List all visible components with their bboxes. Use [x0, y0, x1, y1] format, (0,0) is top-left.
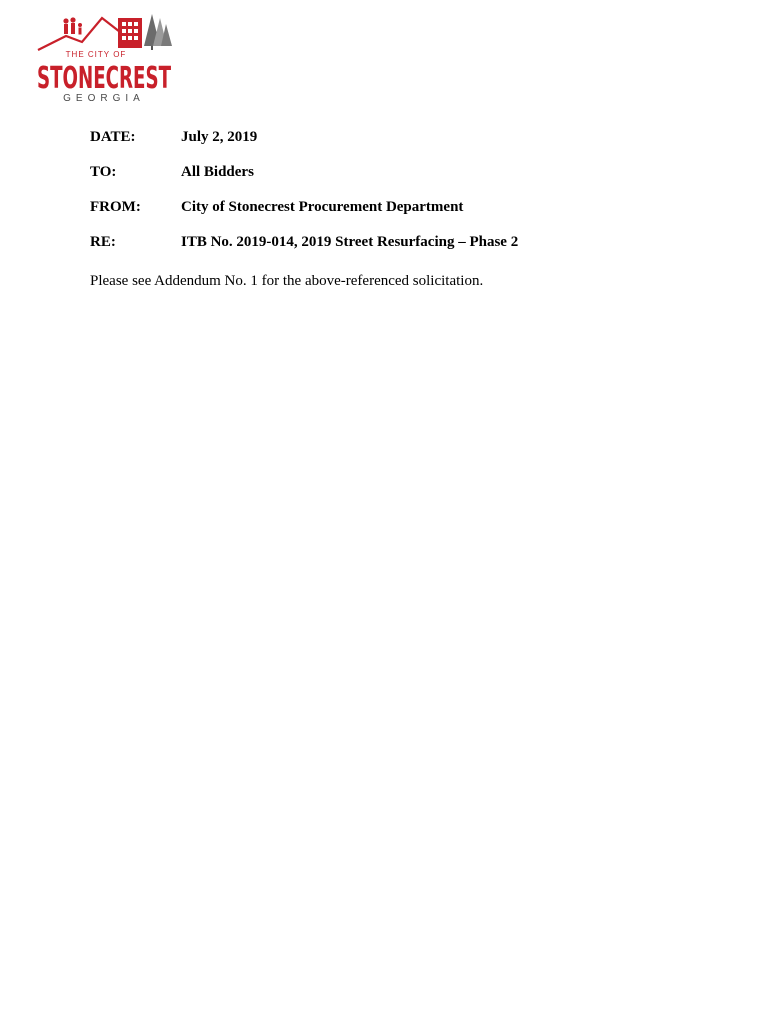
re-label: RE:	[90, 234, 116, 250]
memo-body-text: Please see Addendum No. 1 for the above-referenced solicitation.	[90, 273, 484, 289]
building-icon	[118, 18, 142, 48]
logo-wordmark: STONECREST	[37, 61, 172, 96]
date-label: DATE:	[90, 129, 136, 145]
to-value: All Bidders	[181, 164, 254, 180]
re-value: ITB No. 2019-014, 2019 Street Resurfacing – Phase 2	[181, 234, 519, 250]
memo-row-re	[90, 232, 730, 267]
city-logo	[36, 12, 174, 104]
memo-row-date	[90, 127, 730, 162]
memo-row-from	[90, 197, 730, 232]
to-label: TO:	[90, 164, 117, 180]
memo-row-to	[90, 162, 730, 197]
from-label: FROM:	[90, 199, 141, 215]
date-value: July 2, 2019	[181, 129, 258, 145]
memo-header	[90, 127, 730, 267]
from-value: City of Stonecrest Procurement Department	[181, 199, 464, 215]
family-icon	[63, 17, 82, 34]
logo-tagline-top: THE CITY OF	[65, 50, 127, 59]
trees-icon	[144, 14, 172, 50]
city-logo-graphic	[36, 12, 174, 104]
logo-tagline-bottom: GEORGIA	[63, 93, 145, 104]
